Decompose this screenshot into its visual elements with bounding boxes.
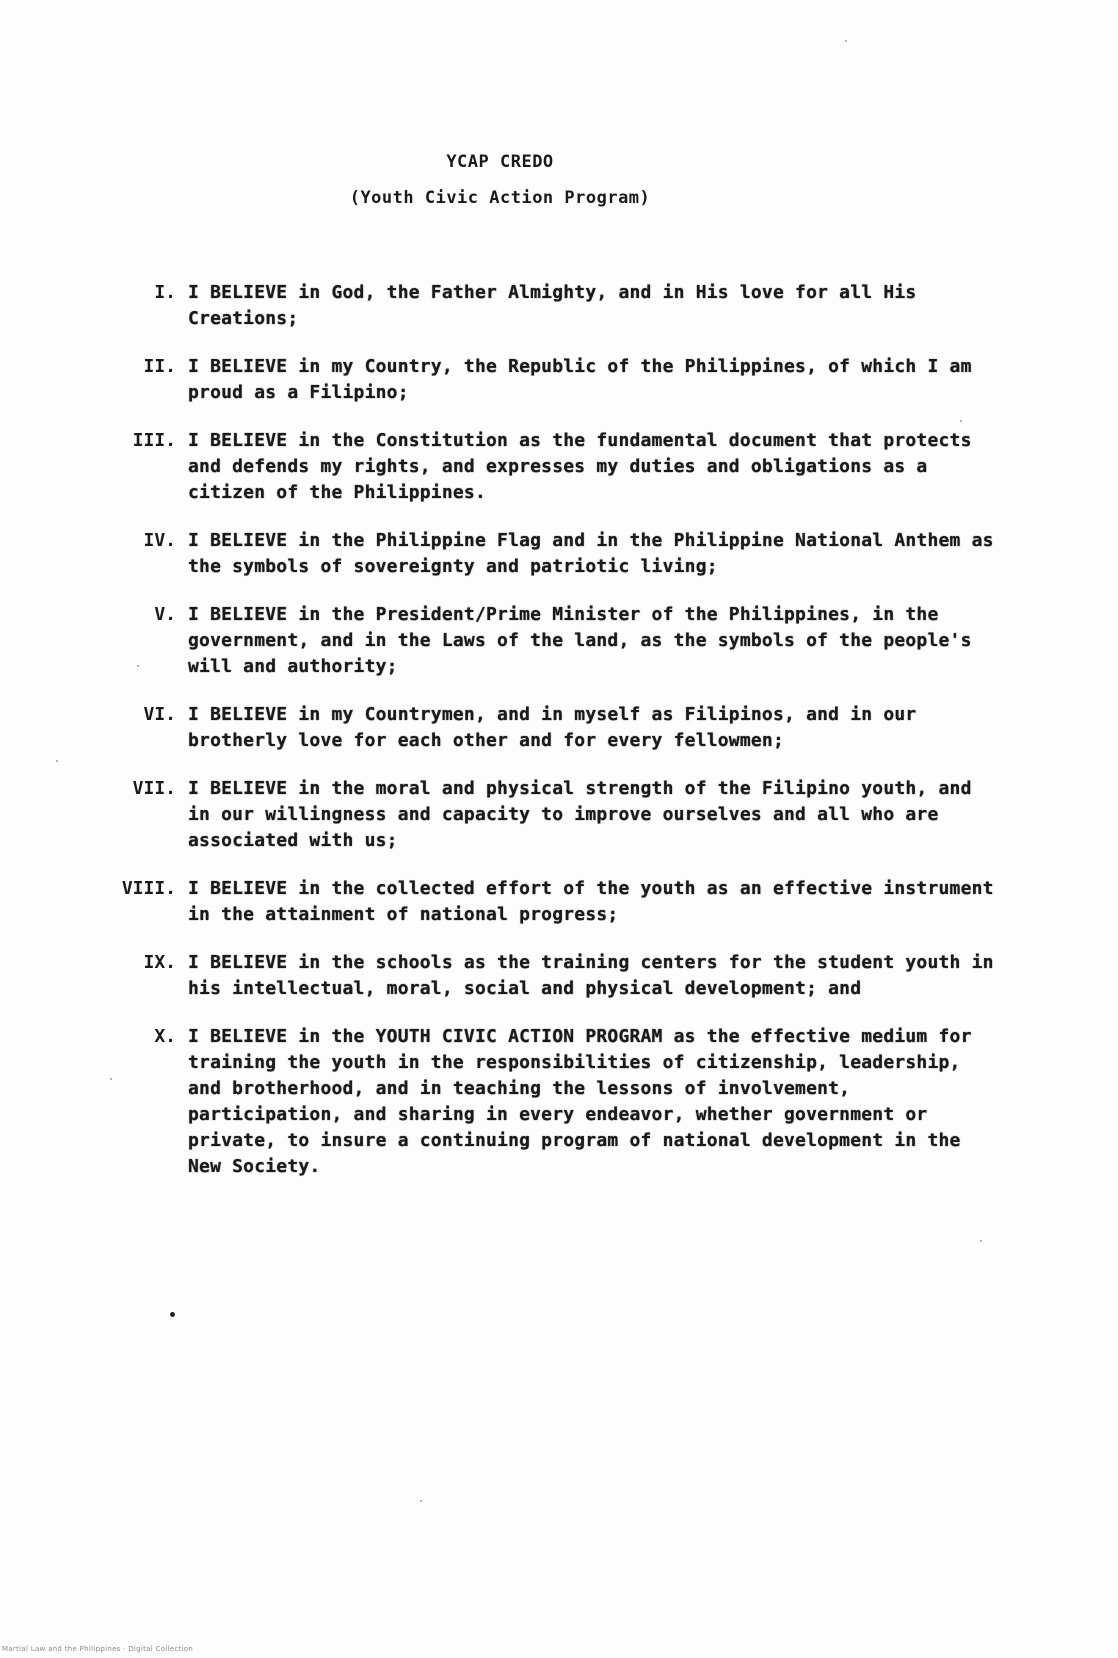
item-numeral: IV. [143,530,176,551]
item-text: I BELIEVE in the collected effort of the youth as an effective instrument in the attainment of national progress; [188,878,994,925]
item-numeral: III. [132,430,176,451]
paper-speck [845,40,847,42]
item-numeral: VIII. [121,878,176,899]
item-text: I BELIEVE in my Countrymen, and in myself as Filipinos, and in our brotherly love for each other and for every fellowmen; [188,704,917,751]
credo-item [100,702,1030,754]
item-text: I BELIEVE in the schools as the training centers for the student youth in his intellectual, moral, social and physical development; and [188,952,994,999]
item-text: I BELIEVE in the moral and physical strength of the Filipino youth, and in our willingness and capacity to improve ourselves and all who are associated with us; [188,778,972,851]
credo-item [100,354,1030,406]
item-numeral: II. [143,356,176,377]
credo-item [100,602,1030,680]
document-subtitle: (Youth Civic Action Program) [349,188,651,208]
bullet-mark [170,1312,175,1317]
paper-speck [980,1240,982,1242]
item-text: I BELIEVE in the YOUTH CIVIC ACTION PROGRAM as the effective medium for training the youth in the responsibilities of citizenship, leadership, and brotherhood, and in teaching the lessons of involvement, participation, and sharing in every endeavor, whether government or private, to insure a continuing program of national development in the New Society. [188,1026,972,1177]
item-text: I BELIEVE in the President/Prime Minister of the Philippines, in the government, and in the Laws of the land, as the symbols of the people's will and authority; [188,604,972,677]
item-numeral: X. [154,1026,176,1047]
item-numeral: V. [154,604,176,625]
item-numeral: IX. [143,952,176,973]
item-text: I BELIEVE in God, the Father Almighty, and in His love for all His Creations; [188,282,917,329]
credo-item [100,776,1030,854]
item-text: I BELIEVE in the Constitution as the fundamental document that protects and defends my rights, and expresses my duties and obligations as a citizen of the Philippines. [188,430,972,503]
credo-item [100,528,1030,580]
credo-item [100,428,1030,506]
credo-item [100,280,1030,332]
paper-speck [56,760,58,762]
credo-item [100,876,1030,928]
item-text: I BELIEVE in my Country, the Republic of the Philippines, of which I am proud as a Filipino; [188,356,972,403]
item-text: I BELIEVE in the Philippine Flag and in the Philippine National Anthem as the symbols of sovereignty and patriotic living; [188,530,994,577]
credo-item [100,1024,1030,1180]
item-numeral: I. [154,282,176,303]
item-numeral: VI. [143,704,176,725]
paper-speck [420,1500,422,1502]
archive-footer: Martial Law and the Philippines · Digital Collection [2,1645,194,1653]
document-title: YCAP CREDO [446,152,554,172]
credo-list [100,280,1030,1202]
item-numeral: VII. [132,778,176,799]
credo-item [100,950,1030,1002]
